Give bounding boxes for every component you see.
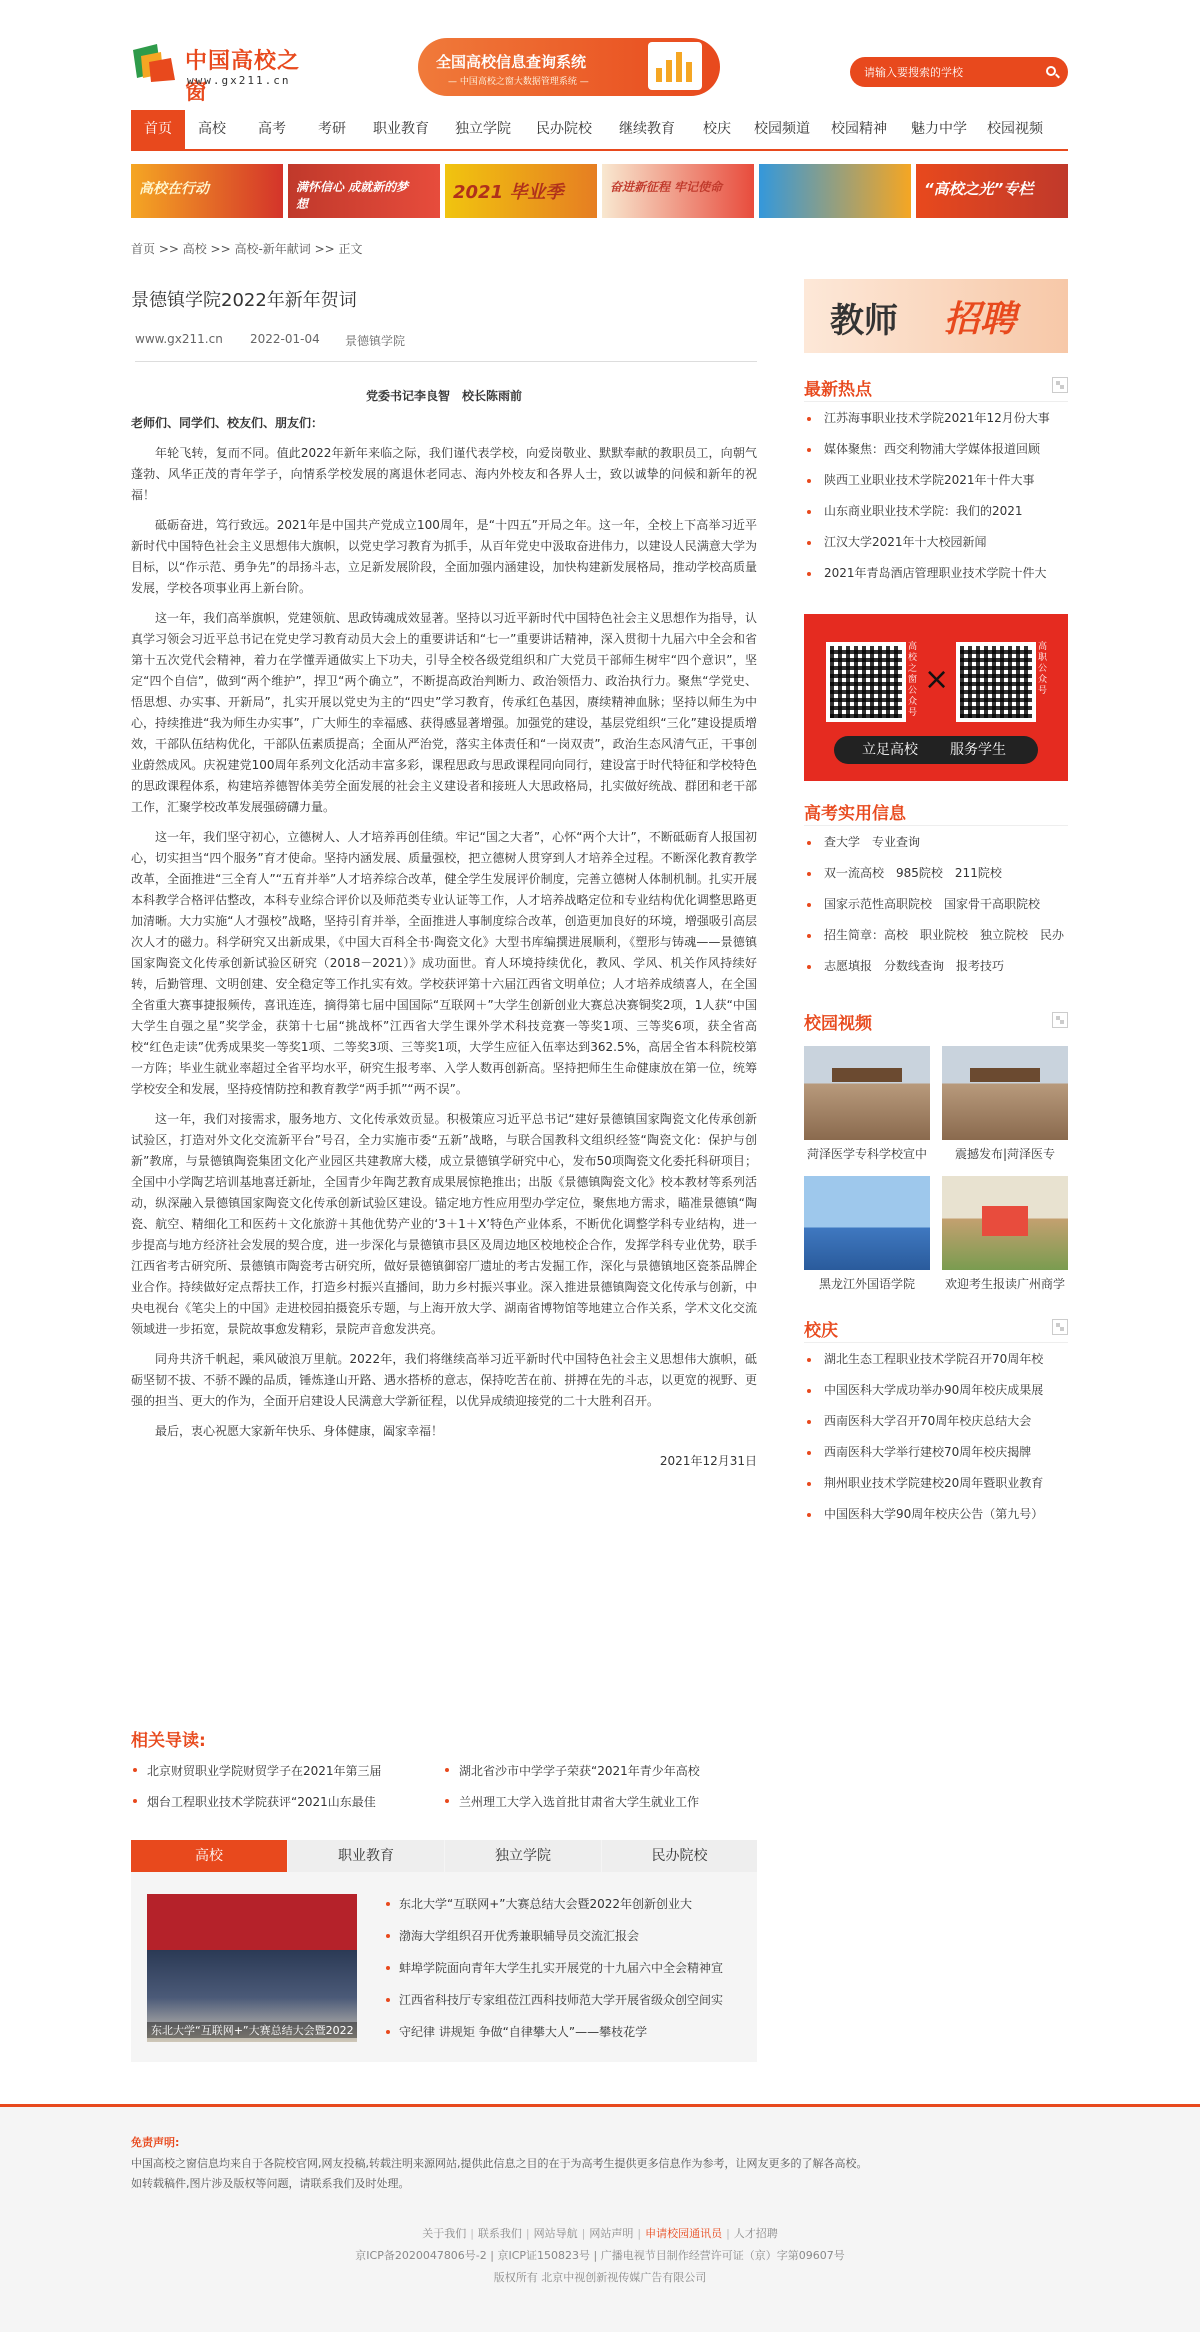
info-link[interactable]: 查大学 <box>824 835 861 849</box>
hot-item[interactable]: 陕西工业职业技术学院2021年十件大事 <box>804 465 1068 496</box>
qr-label: 高职公众号 <box>1038 642 1048 696</box>
ad-text: “高校之光”专栏 <box>924 180 1034 198</box>
copyright: 版权所有 北京中视创新视传媒广告有限公司 <box>493 2271 707 2284</box>
qr-slogan: 立足高校 <box>862 742 918 758</box>
video-caption: 菏泽医学专科学校宣中 <box>806 1147 927 1161</box>
ad-text: 奋进新征程 牢记使命 <box>610 180 723 194</box>
article-title: 景德镇学院2022年新年贺词 <box>131 290 357 311</box>
info-link[interactable]: 双一流高校 <box>824 866 885 880</box>
footer-link[interactable]: 网站声明 <box>589 2227 634 2240</box>
news-tabs <box>131 1840 757 2062</box>
ad-banner[interactable] <box>602 164 754 218</box>
article-paragraph: 这一年，我们坚守初心，立德树人、人才培养再创佳绩。牢记“国之大者”，心怀“两个大计”，不断砥砺育人报国初心，切实担当“四个服务”育才使命。坚持内涵发展、质量强校，把立德树人贯穿到人才培养全过程。不断深化教育教学改革，全面推进“三全育人”“五育并举”人才培养综合改革，健全学生发展评价制度，完善立德树人体制机制。扎实开展本科教学合格评估整改，本科专业综合评价以及师范类专业认证等工作，人才培养战略定位和专业结构优化调整思路更加清晰。大力实施“人才强校”战略，坚持引育并举，全面推进人事制度综合改革，创造更加良好的环境，增强吸引高层次人才的磁力。科学研究又出新成果，《中国大百科全书·陶瓷文化》大型书库编撰进展顺利，《塑形与铸魂——景德镇国家陶瓷文化传承创新试验区研究（2018－2021）》成功面世。育人环境持续优化，教风、学风、机关作风持续好转，后勤管理、文明创建、安全稳定等工作扎实有效。学校获评第十六届江西省文明单位；人才培养成绩喜人，在全国全省重大赛事捷报频传，喜讯连连，摘得第七届中国国际“互联网＋”大学生创新创业大赛总决赛铜奖2项，1人获“中国大学生自强之星”奖学金，获第十七届“挑战杯”江西省大学生课外学术科技竞赛一等奖1项、三等奖6项，获全省高校“红色走读”优秀成果奖一等奖1项、二等奖3项、三等奖1项，大学生应征入伍率达到362.5%，高居全省本科院校第一方阵；毕业生就业率超过全省平均水平，研究生报考率、入学人数再创新高。坚持把师生生命健康放在第一位，统筹学校安全和发展，坚持疫情防控和教育教学“两手抓”“两不误”。 <box>131 830 757 1096</box>
info-link[interactable]: 211院校 <box>954 866 1002 880</box>
banner-subtitle: — 中国高校之窗大数据管理系统 — <box>448 77 589 87</box>
footer-link[interactable]: 申请校园通讯员 <box>645 2227 723 2240</box>
disclaimer-line: 如转载稿件,图片涉及版权等问题，请联系我们及时处理。 <box>131 2177 410 2190</box>
footer-link[interactable]: 人才招聘 <box>733 2227 778 2240</box>
info-link[interactable]: 志愿填报 <box>824 959 873 973</box>
related-item[interactable]: 湖北省沙市中学学子荣获“2021年青少年高校 <box>443 1762 700 1779</box>
meta-site[interactable]: www.gx211.cn <box>135 332 223 346</box>
article-body <box>131 386 757 1472</box>
ad-strip <box>131 164 1068 218</box>
nav-item[interactable]: 高考 <box>258 121 286 137</box>
article-paragraph: 这一年，我们对接需求，服务地方、文化传承效贡显。积极策应习近平总书记“建好景德镇国家陶瓷文化传承创新试验区，打造对外文化交流新平台”号召，全力实施市委“五新”战略，与联合国教科文组织经签“陶瓷文化：保护与创新”教席，与景德镇陶瓷集团文化产业园区共建教席大楼，成立景德镇学研究中心，发布50项陶瓷文化委托科研项目；全国中小学陶艺培训基地喜迁新址，全国青少年陶艺教育成果展惊艳推出；出版《景德镇陶瓷文化》校本教材等系列活动，纵深融入景德镇国家陶瓷文化传承创新试验区建设。锚定地方性应用型办学定位，聚焦地方需求，瞄准景德镇“陶瓷、航空、精细化工和医药＋文化旅游＋其他优势产业的‘3＋1＋X’特色产业体系，不断优化调整学科专业结构，进一步提高与地方经济社会发展的契合度，进一步深化与景德镇市县区及周边地区校地校企合作，发挥学科专业优势，联手江西省考古研究所、景德镇市陶瓷考古研究所，做好景德镇御窑厂遗址的考古发掘工作，深化与景德镇地区瓷茶品牌企业合作。持续做好定点帮扶工作，打造乡村振兴直播间，助力乡村振兴事业。深入推进景德镇陶瓷文化传承与创新，中央电视台《笔尖上的中国》走进校园拍摄瓷乐专题，与上海开放大学、湖南省博物馆等地建立合作关系，学术文化交流领域进一步拓宽，景院故事愈发精彩，景院声音愈发洪亮。 <box>131 1112 757 1336</box>
query-system-banner[interactable] <box>418 38 720 96</box>
search-input[interactable] <box>864 63 1034 81</box>
footer-links: 关于我们 | 联系我们 | 网站导航 | 网站声明 | 申请校园通讯员 | 人才招聘 <box>422 2227 778 2240</box>
qr-banner[interactable] <box>804 614 1068 781</box>
nav-item[interactable]: 考研 <box>318 121 346 137</box>
article-paragraph: 这一年，我们高举旗帜，党建领航、思政铸魂成效显著。坚持以习近平新时代中国特色社会主义思想作为指导，认真学习领会习近平总书记在党史学习教育动员大会上的重要讲话和“七一”重要讲话精神，深入贯彻十九届六中全会和省第十五次党代会精神，着力在学懂弄通做实上下功夫，引导全校各级党组织和广大党员干部师生树牢“四个意识”，坚定“四个自信”，做到“两个维护”，捍卫“两个确立”，不断提高政治判断力、政治领悟力、政治执行力。聚焦“学党史、悟思想、办实事、开新局”，扎实开展以党史为主的“四史”学习教育，传承红色基因，赓续精神血脉；坚持以师生为中心，持续推进“我为师生办实事”，广大师生的幸福感、获得感显著增强。加强党的建设，基层党组织“三化”建设提质增效，干部队伍结构优化，干部队伍素质提高；全面从严治党，落实主体责任和“一岗双责”，政治生态风清气正，干事创业蔚然成风。庆祝建党100周年系列文化活动丰富多彩，课程思政与思政课程同向同行，建设富于时代特征和学校特色的思政课程体系，构建培养德智体美劳全面发展的社会主义建设者和接班人大思政格局，扎实做好统战、群团和老干部工作，汇聚学校改革发展强磅礴力量。 <box>131 611 757 814</box>
article <box>131 286 757 1468</box>
related-title: 相关导读: <box>131 1731 206 1751</box>
banner-title: 全国高校信息查询系统 <box>436 53 587 71</box>
info-link[interactable]: 职业院校 <box>920 928 969 942</box>
video-item[interactable] <box>942 1176 1068 1294</box>
info-link[interactable]: 专业查询 <box>872 835 921 849</box>
related-item[interactable]: 兰州理工大学入选首批甘肃省大学生就业工作 <box>443 1793 699 1810</box>
tab-news-item[interactable]: 渤海大学组织召开优秀兼职辅导员交流汇报会 <box>383 1920 743 1952</box>
more-icon[interactable] <box>1052 1012 1068 1028</box>
article-greeting: 老师们、同学们、校友们、朋友们： <box>131 416 324 430</box>
nav-item[interactable]: 继续教育 <box>619 121 675 137</box>
info-row <box>804 920 1068 951</box>
ad-banner[interactable] <box>288 164 440 218</box>
ad-banner[interactable] <box>759 164 911 218</box>
anniv-list <box>804 1344 1068 1530</box>
info-link[interactable]: 国家示范性高职院校 <box>824 897 933 911</box>
qr-code-icon <box>826 642 906 722</box>
info-link[interactable]: 民办 <box>1040 928 1065 942</box>
info-row <box>804 889 1068 920</box>
hot-item[interactable]: 媒体聚焦：西交利物浦大学媒体报道回顾 <box>804 434 1068 465</box>
info-link[interactable]: 报考技巧 <box>956 959 1005 973</box>
footer <box>0 2104 1200 2332</box>
article-meta <box>135 332 757 362</box>
tab-news-item[interactable]: 守纪律 讲规矩 争做“自律攀大人”——攀枝花学 <box>383 2016 743 2048</box>
tab-news-item[interactable]: 江西省科技厅专家组莅江西科技师范大学开展省级众创空间实 <box>383 1984 743 2016</box>
nav-item[interactable]: 独立学院 <box>455 121 511 137</box>
related-reading <box>131 1726 757 1809</box>
video-caption: 黑龙江外国语学院 <box>818 1277 915 1291</box>
recruit-text: 教师 <box>830 301 898 341</box>
main-nav <box>131 110 1068 151</box>
ad-banner[interactable] <box>445 164 597 218</box>
article-sign-date: 2021年12月31日 <box>659 1454 757 1468</box>
nav-item[interactable]: 校园频道 <box>754 121 810 137</box>
logo-title: 中国高校之窗 <box>185 49 301 105</box>
site-logo[interactable] <box>131 42 321 105</box>
more-icon[interactable] <box>1052 377 1068 393</box>
logo-domain: www.gx211.cn <box>187 74 291 87</box>
article-paragraph: 最后，衷心祝愿大家新年快乐、身体健康，阖家幸福！ <box>155 1424 444 1438</box>
qr-code-icon <box>956 642 1036 722</box>
footer-link[interactable]: 网站导航 <box>533 2227 578 2240</box>
info-link[interactable]: 分数线查询 <box>884 959 945 973</box>
ad-banner[interactable] <box>916 164 1068 218</box>
ad-text: 满怀信心 成就新的梦想 <box>296 180 409 211</box>
icp-info: 京ICP备2020047806号-2 | 京ICP证150823号 | 广播电视节目制作经营许可证（京）字第09607号 <box>355 2249 845 2262</box>
anniv-title: 校庆 <box>804 1321 838 1341</box>
hot-item[interactable]: 江汉大学2021年十大校园新闻 <box>804 527 1068 558</box>
related-item[interactable]: 北京财贸职业学院财贸学子在2021年第三届 <box>131 1762 382 1779</box>
nav-item[interactable]: 魅力中学 <box>911 121 967 137</box>
video-item[interactable] <box>942 1046 1068 1164</box>
search-box <box>850 57 1068 87</box>
recruit-text: 招聘 <box>944 299 1017 340</box>
disclaimer-title: 免责声明: <box>131 2136 180 2149</box>
search-icon[interactable] <box>1046 66 1056 76</box>
article-paragraph: 同舟共济千帆起，乘风破浪万里航。2022年，我们将继续高举习近平新时代中国特色社会主义思想伟大旗帜，砥砺坚韧不拔、不骄不躁的品质，锤炼逢山开路、遇水搭桥的意志，保持吃苦在前、拼搏在先的斗志，以更宽的视野、更强的担当、更大的作为，全面开启建设人民满意大学新征程，以优异成绩迎接党的二十大胜利召开。 <box>131 1352 757 1408</box>
footer-link[interactable]: 联系我们 <box>477 2227 522 2240</box>
hot-list <box>804 403 1068 589</box>
info-link[interactable]: 国家骨干高职院校 <box>944 897 1041 911</box>
nav-item[interactable]: 校庆 <box>703 121 731 137</box>
qr-slogan: 服务学生 <box>950 742 1006 758</box>
anniv-item[interactable]: 西南医科大学召开70周年校庆总结大会 <box>804 1406 1068 1437</box>
breadcrumb[interactable]: 首页 >> 高校 >> 高校-新年献词 >> 正文 <box>131 242 363 256</box>
ad-text: 2021 毕业季 <box>453 182 564 203</box>
tab-news-item[interactable]: 蚌埠学院面向青年大学生扎实开展党的十九届六中全会精神宣 <box>383 1952 743 1984</box>
times-icon: × <box>924 662 950 697</box>
tab-private[interactable]: 民办院校 <box>602 1840 757 1872</box>
video-caption: 震撼发布|菏泽医专 <box>954 1147 1056 1161</box>
photo-caption: 东北大学“互联网+”大赛总结大会暨2022 <box>147 2022 357 2038</box>
info-row <box>804 951 1068 982</box>
meta-source: 景德镇学院 <box>345 334 406 348</box>
info-link[interactable]: 招生简章：高校 <box>824 928 909 942</box>
tab-university[interactable]: 高校 <box>131 1840 287 1872</box>
hot-title: 最新热点 <box>804 380 872 400</box>
chart-icon <box>648 42 702 90</box>
hot-item[interactable]: 山东商业职业技术学院：我们的2021 <box>804 496 1068 527</box>
info-link[interactable]: 独立院校 <box>980 928 1029 942</box>
video-item[interactable] <box>804 1176 930 1294</box>
hot-item[interactable]: 2021年青岛酒店管理职业技术学院十件大 <box>804 558 1068 589</box>
news-photo[interactable] <box>147 1894 357 2042</box>
tab-news-list <box>383 1888 743 2048</box>
disclaimer-line: 中国高校之窗信息均来自于各院校官网,网友投稿,转载注明来源网站,提供此信息之目的在于为高考生提供更多信息作为参考，让网友更多的了解各高校。 <box>131 2157 868 2170</box>
article-byline: 党委书记李良智 校长陈雨前 <box>365 389 522 403</box>
nav-item[interactable]: 校园精神 <box>831 121 887 137</box>
qr-label: 高校之窗公众号 <box>908 642 918 718</box>
more-icon[interactable] <box>1052 1319 1068 1335</box>
info-row <box>804 858 1068 889</box>
nav-item[interactable]: 高校 <box>198 121 226 137</box>
info-list <box>804 827 1068 982</box>
recruit-banner[interactable] <box>804 279 1068 353</box>
ad-text: 高校在行动 <box>139 181 209 197</box>
nav-item[interactable]: 首页 <box>131 110 185 149</box>
logo-icon <box>131 42 179 84</box>
tab-news-item[interactable]: 东北大学“互联网+”大赛总结大会暨2022年创新创业大 <box>383 1888 743 1920</box>
anniv-item[interactable]: 荆州职业技术学院建校20周年暨职业教育 <box>804 1468 1068 1499</box>
anniv-item[interactable]: 西南医科大学举行建校70周年校庆揭牌 <box>804 1437 1068 1468</box>
meta-date: 2022-01-04 <box>250 332 320 346</box>
footer-link[interactable]: 关于我们 <box>422 2227 467 2240</box>
info-title: 高考实用信息 <box>804 804 906 824</box>
nav-item[interactable]: 职业教育 <box>373 121 429 137</box>
anniv-item[interactable]: 湖北生态工程职业技术学院召开70周年校 <box>804 1344 1068 1375</box>
tab-vocational[interactable]: 职业教育 <box>288 1840 444 1872</box>
article-paragraph: 砥砺奋进，笃行致远。2021年是中国共产党成立100周年，是“十四五”开局之年。这一年，全校上下高举习近平新时代中国特色社会主义思想伟大旗帜，以党史学习教育为抓手，从百年党史中汲取奋进伟力，以建设人民满意大学为目标，以“作示范、勇争先”的昂扬斗志，立足新发展阶段，全面加强内涵建设，加快构建新发展格局，推动学校高质量发展，学校各项事业再上新台阶。 <box>131 518 757 595</box>
hot-item[interactable]: 江苏海事职业技术学院2021年12月份大事 <box>804 403 1068 434</box>
anniv-item[interactable]: 中国医科大学90周年校庆公告（第九号） <box>804 1499 1068 1530</box>
nav-item[interactable]: 民办院校 <box>536 121 592 137</box>
tab-independent[interactable]: 独立学院 <box>445 1840 601 1872</box>
anniv-item[interactable]: 中国医科大学成功举办90周年校庆成果展 <box>804 1375 1068 1406</box>
nav-item[interactable]: 校园视频 <box>987 121 1043 137</box>
video-item[interactable] <box>804 1046 930 1164</box>
video-caption: 欢迎考生报读广州商学 <box>944 1277 1065 1291</box>
article-paragraph: 年轮飞转，复而不同。值此2022年新年来临之际，我们谨代表学校，向爱岗敬业、默默奉献的教职员工，向朝气蓬勃、风华正茂的青年学子，向情系学校发展的离退休老同志、海内外校友和各界人士，致以诚挚的问候和新年的祝福！ <box>131 446 757 502</box>
ad-banner[interactable] <box>131 164 283 218</box>
video-title: 校园视频 <box>804 1014 872 1034</box>
info-row <box>804 827 1068 858</box>
header <box>0 0 1200 105</box>
info-link[interactable]: 985院校 <box>896 866 943 880</box>
related-item[interactable]: 烟台工程职业技术学院获评“2021山东最佳 <box>131 1793 376 1810</box>
